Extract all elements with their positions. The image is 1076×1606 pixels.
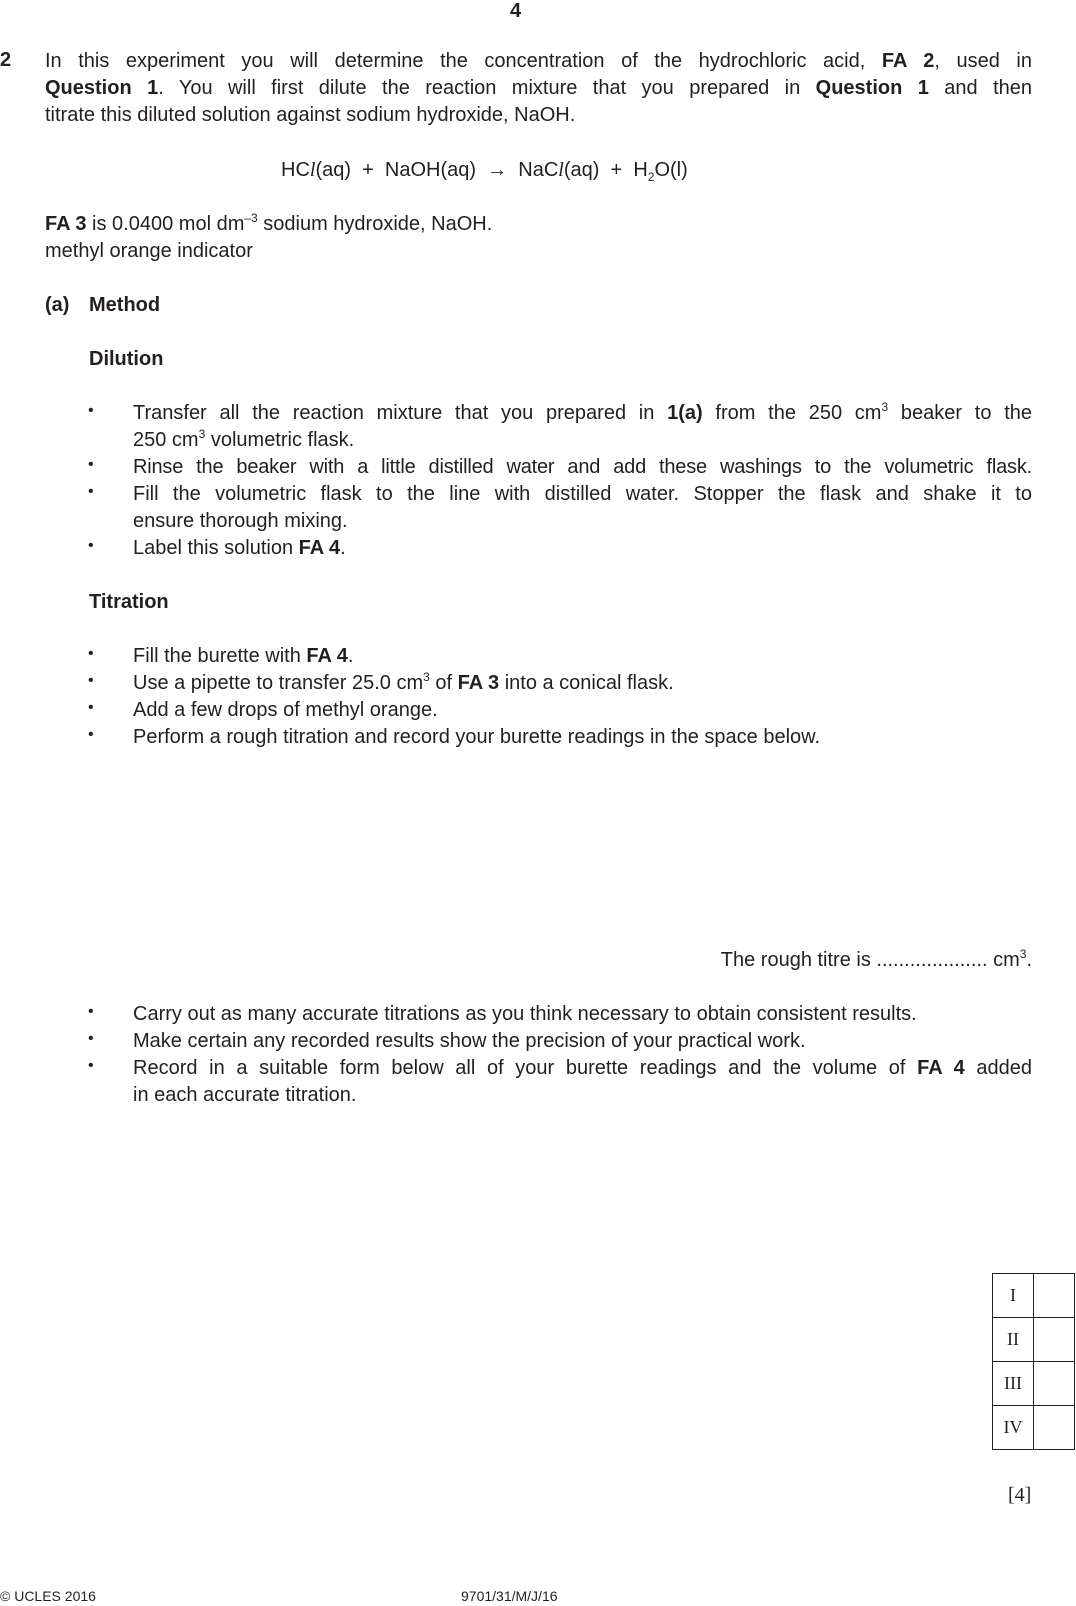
indicator-description: methyl orange indicator (45, 240, 253, 262)
bullet-icon: • (88, 726, 94, 743)
chemical-equation: HCl(aq) + NaOH(aq) → NaCl(aq) + $H_2O(l)$ (281, 159, 688, 184)
bullet-icon: • (88, 1003, 94, 1020)
titration-step-1: Fill the burette with FA 4. (133, 645, 354, 667)
dilution-step-4: Label this solution FA 4. (133, 537, 346, 559)
dilution-step-2: Rinse the beaker with a little distilled water and add these washings to the volumetric flask. (133, 456, 1032, 478)
mark-box[interactable] (1034, 1274, 1075, 1318)
mark-row-label: II (993, 1318, 1034, 1362)
mark-row-label: I (993, 1274, 1034, 1318)
dilution-step-3-line-2: ensure thorough mixing. (133, 510, 348, 532)
mark-box[interactable] (1034, 1362, 1075, 1406)
method-heading: Method (89, 294, 161, 316)
titration-step-4: Perform a rough titration and record your burette readings in the space below. (133, 726, 821, 748)
bullet-icon: • (88, 699, 94, 716)
intro-line-1: In this experiment you will determine the concentration of the hydrochloric acid, FA 2, used in (45, 50, 1032, 72)
accurate-step-3-line-1: Record in a suitable form below all of your burette readings and the volume of FA 4 added (133, 1057, 1033, 1079)
bullet-icon: • (88, 456, 94, 473)
part-a-label: (a) (45, 294, 70, 316)
question-number: 2 (0, 49, 12, 71)
footer-paper-code: 9701/31/M/J/16 (461, 1588, 558, 1604)
mark-box[interactable] (1034, 1318, 1075, 1362)
accurate-step-2: Make certain any recorded results show the precision of your practical work. (133, 1030, 806, 1052)
mark-row (993, 1362, 1075, 1406)
footer-copyright: © UCLES 2016 (0, 1588, 96, 1604)
mark-row-label: IV (993, 1406, 1034, 1450)
marks-total: [4] (1008, 1484, 1032, 1506)
intro-line-3: titrate this diluted solution against sodium hydroxide, NaOH. (45, 104, 576, 126)
accurate-step-1: Carry out as many accurate titrations as you think necessary to obtain consistent results. (133, 1003, 917, 1025)
mark-row-label: III (993, 1362, 1034, 1406)
dilution-heading: Dilution (89, 348, 164, 370)
mark-row (993, 1318, 1075, 1362)
titration-heading: Titration (89, 591, 169, 613)
mark-box[interactable] (1034, 1406, 1075, 1450)
bullet-icon: • (88, 1057, 94, 1074)
dilution-step-1-line-2: 250 $cm^3$ volumetric flask. (133, 427, 355, 451)
dilution-step-3-line-1: Fill the volumetric flask to the line with distilled water. Stopper the flask and shake it to (133, 483, 1032, 505)
mark-row (993, 1274, 1075, 1318)
bullet-icon: • (88, 645, 94, 662)
page-number: 4 (510, 0, 522, 22)
fa3-description: FA 3 is 0.0400 mol $dm^{-3}$ sodium hydroxide, NaOH. (45, 211, 493, 235)
accurate-step-3-line-2: in each accurate titration. (133, 1084, 357, 1106)
dilution-step-1-line-1: Transfer all the reaction mixture that you prepared in 1(a) from the 250 $cm^3$ beaker to the (133, 400, 1032, 424)
bullet-icon: • (88, 1030, 94, 1047)
titration-step-2: Use a pipette to transfer 25.0 $cm^3$ of FA 3 into a conical flask. (133, 670, 674, 694)
bullet-icon: • (88, 483, 94, 500)
bullet-icon: • (88, 672, 94, 689)
bullet-icon: • (88, 402, 94, 419)
examiner-mark-table (992, 1273, 1075, 1450)
titration-step-3: Add a few drops of methyl orange. (133, 699, 438, 721)
rough-titre-answer-line[interactable]: The rough titre is .................... $cm^3$. (720, 947, 1032, 971)
intro-line-2: Question 1. You will first dilute the reaction mixture that you prepared in Question 1 and then (45, 77, 1032, 99)
bullet-icon: • (88, 537, 94, 554)
mark-row (993, 1406, 1075, 1450)
